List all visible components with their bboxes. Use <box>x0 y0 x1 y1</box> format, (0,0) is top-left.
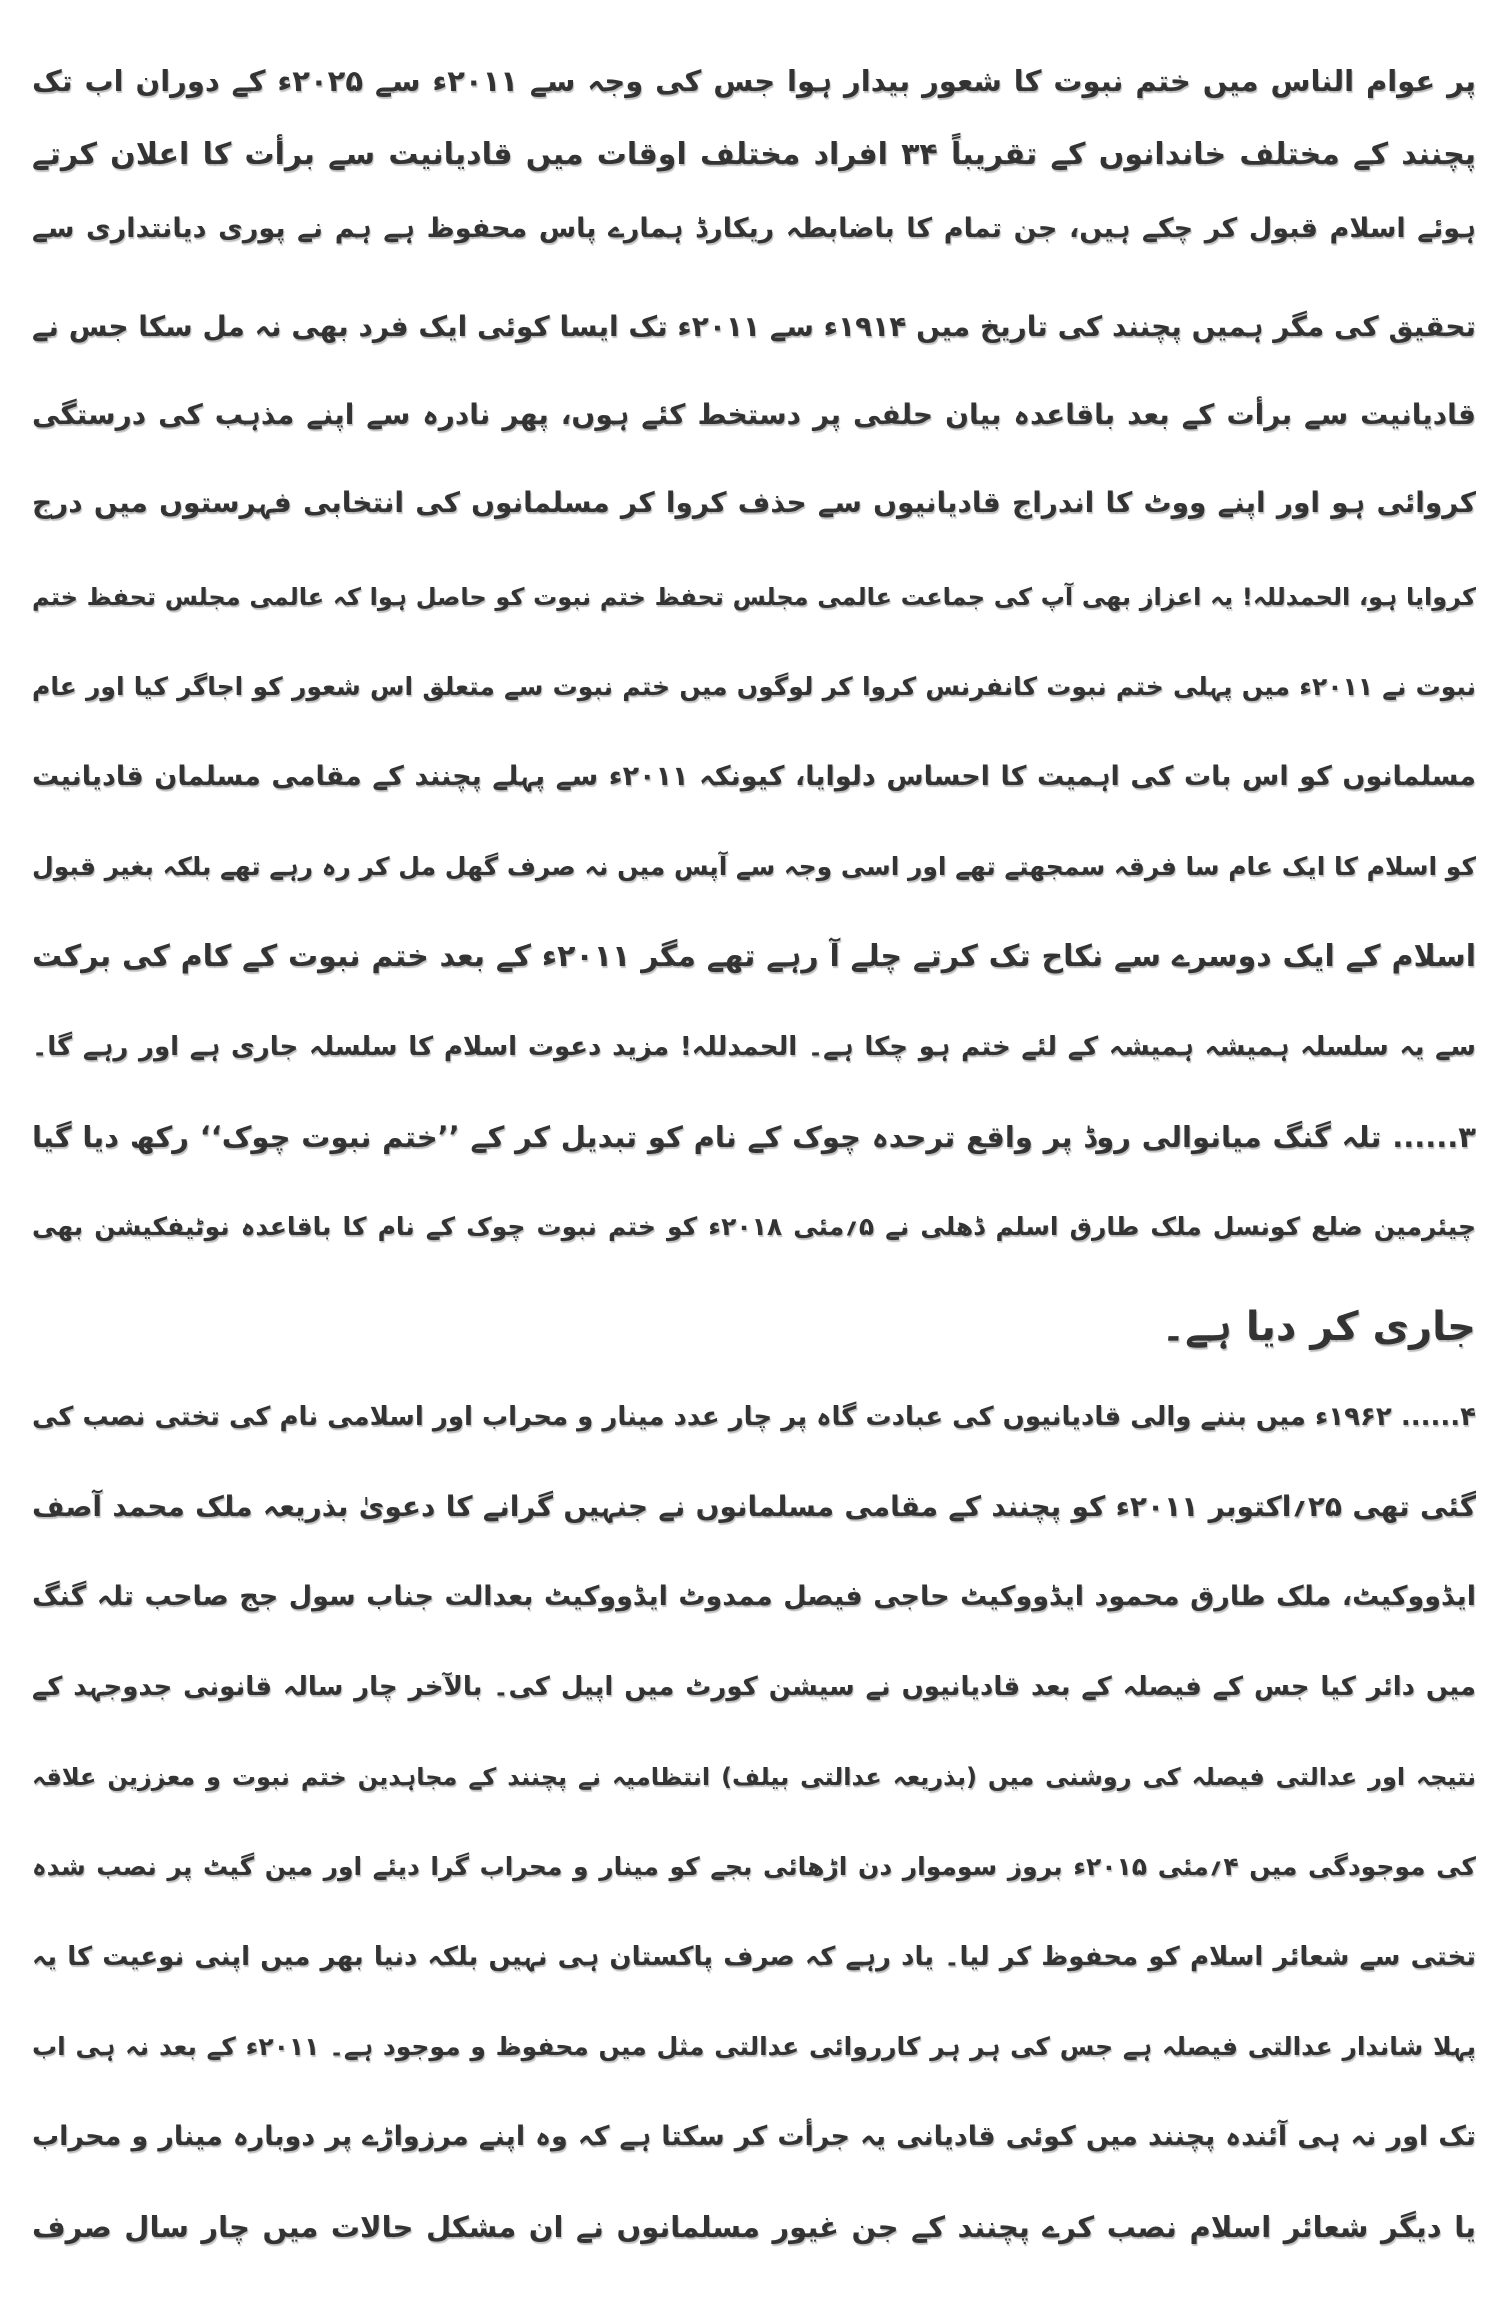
text-line: نتیجہ اور عدالتی فیصلہ کی روشنی میں (بذریعہ عدالتی بیلف) انتظامیہ نے پچنند کے مجاہدین ختم نبوت و معززین علاقہ <box>32 1763 1476 1791</box>
text-line: ایڈووکیٹ، ملک طارق محمود ایڈووکیٹ حاجی فیصل ممدوٹ ایڈووکیٹ بعدالت جناب سول جج صاحب تلہ گنگ <box>32 1581 1476 1612</box>
text-line: سے یہ سلسلہ ہمیشہ ہمیشہ کے لئے ختم ہو چکا ہے۔ الحمدللہ! مزید دعوت اسلام کا سلسلہ جاری ہے اور رہے گا۔ <box>32 1032 1476 1062</box>
text-line: یا دیگر شعائر اسلام نصب کرے پچنند کے جن غیور مسلمانوں نے ان مشکل حالات میں چار سال صرف <box>32 2210 1476 2244</box>
list-item-4: ۴...... ۱۹۶۲ء میں بننے والی قادیانیوں کی عبادت گاہ پر چار عدد مینار و محراب اور اسلامی نام کی تختی نصب کی <box>32 1402 1476 1432</box>
text-line: تک اور نہ ہی آئندہ پچنند میں کوئی قادیانی یہ جرأت کر سکتا ہے کہ وہ اپنے مرزواڑے پر دوبارہ مینار و محراب <box>32 2121 1476 2152</box>
text-line: نبوت نے ۲۰۱۱ء میں پہلی ختم نبوت کانفرنس کروا کر لوگوں میں ختم نبوت سے متعلق اس شعور کو اجاگر کیا اور عام <box>32 672 1476 701</box>
text-line: میں دائر کیا جس کے فیصلہ کے بعد قادیانیوں نے سیشن کورٹ میں اپیل کی۔ بالآخر چار سالہ قانونی جدوجہد کے <box>32 1672 1476 1702</box>
text-line: جاری کر دیا ہے۔ <box>1161 1304 1476 1350</box>
text-line: مسلمانوں کو اس بات کی اہمیت کا احساس دلوایا، کیونکہ ۲۰۱۱ء سے پہلے پچنند کے مقامی مسلمان قادیانیت <box>32 761 1476 792</box>
text-line: قادیانیت سے برأت کے بعد باقاعدہ بیان حلفی پر دستخط کئے ہوں، پھر نادرہ سے اپنے مذہب کی درستگی <box>32 398 1476 431</box>
text-line: کو اسلام کا ایک عام سا فرقہ سمجھتے تھے اور اسی وجہ سے آپس میں نہ صرف گھل مل کر رہ رہے تھے بلکہ بغیر قبول <box>32 852 1476 881</box>
text-line: کروائی ہو اور اپنے ووٹ کا اندراج قادیانیوں سے حذف کروا کر مسلمانوں کی انتخابی فہرستوں میں درج <box>32 486 1476 519</box>
text-line: تحقیق کی مگر ہمیں پچنند کی تاریخ میں ۱۹۱۴ء سے ۲۰۱۱ء تک ایسا کوئی ایک فرد بھی نہ مل سکا جس نے <box>32 310 1476 343</box>
list-item-3: ۳...... تلہ گنگ میانوالی روڈ پر واقع ترحدہ چوک کے نام کو تبدیل کر کے ’’ختم نبوت چوک‘‘ رکھ دیا گیا <box>32 1120 1476 1154</box>
text-line: اسلام کے ایک دوسرے سے نکاح تک کرتے چلے آ رہے تھے مگر ۲۰۱۱ء کے بعد ختم نبوت کے کام کی برکت <box>32 939 1476 974</box>
text-line: ہوئے اسلام قبول کر چکے ہیں، جن تمام کا باضابطہ ریکارڈ ہمارے پاس محفوظ ہے ہم نے پوری دیانتداری سے <box>32 213 1476 244</box>
text-line: پچنند کے مختلف خاندانوں کے تقریباً ۳۴ افراد مختلف اوقات میں قادیانیت سے برأت کا اعلان کرتے <box>32 137 1476 172</box>
text-line: کی موجودگی میں ۴؍مئی ۲۰۱۵ء بروز سوموار دن اڑھائی بجے کو مینار و محراب گرا دیئے اور مین گیٹ پر نصب شدہ <box>32 1852 1476 1881</box>
text-line: چیئرمین ضلع کونسل ملک طارق اسلم ڈھلی نے ۵؍مئی ۲۰۱۸ء کو ختم نبوت چوک کے نام کا باقاعدہ نوٹیفکیشن بھی <box>32 1212 1476 1241</box>
text-line: گئی تھی ۲۵؍اکتوبر ۲۰۱۱ء کو پچنند کے مقامی مسلمانوں نے جنہیں گرانے کا دعویٰ بذریعہ ملک محمد آصف <box>32 1490 1476 1523</box>
text-line: کروایا ہو، الحمدللہ! یہ اعزاز بھی آپ کی جماعت عالمی مجلس تحفظ ختم نبوت کو حاصل ہوا کہ عالمی مجلس تحفظ ختم <box>32 583 1476 611</box>
text-line: پہلا شاندار عدالتی فیصلہ ہے جس کی ہر ہر کارروائی عدالتی مثل میں محفوظ و موجود ہے۔ ۲۰۱۱ء کے بعد نہ ہی اب <box>32 2032 1476 2061</box>
text-line: تختی سے شعائر اسلام کو محفوظ کر لیا۔ یاد رہے کہ صرف پاکستان ہی نہیں بلکہ دنیا بھر میں اپنی نوعیت کا یہ <box>32 1942 1476 1972</box>
text-line: پر عوام الناس میں ختم نبوت کا شعور بیدار ہوا جس کی وجہ سے ۲۰۱۱ء سے ۲۰۲۵ء کے دوران اب تک <box>32 64 1476 98</box>
